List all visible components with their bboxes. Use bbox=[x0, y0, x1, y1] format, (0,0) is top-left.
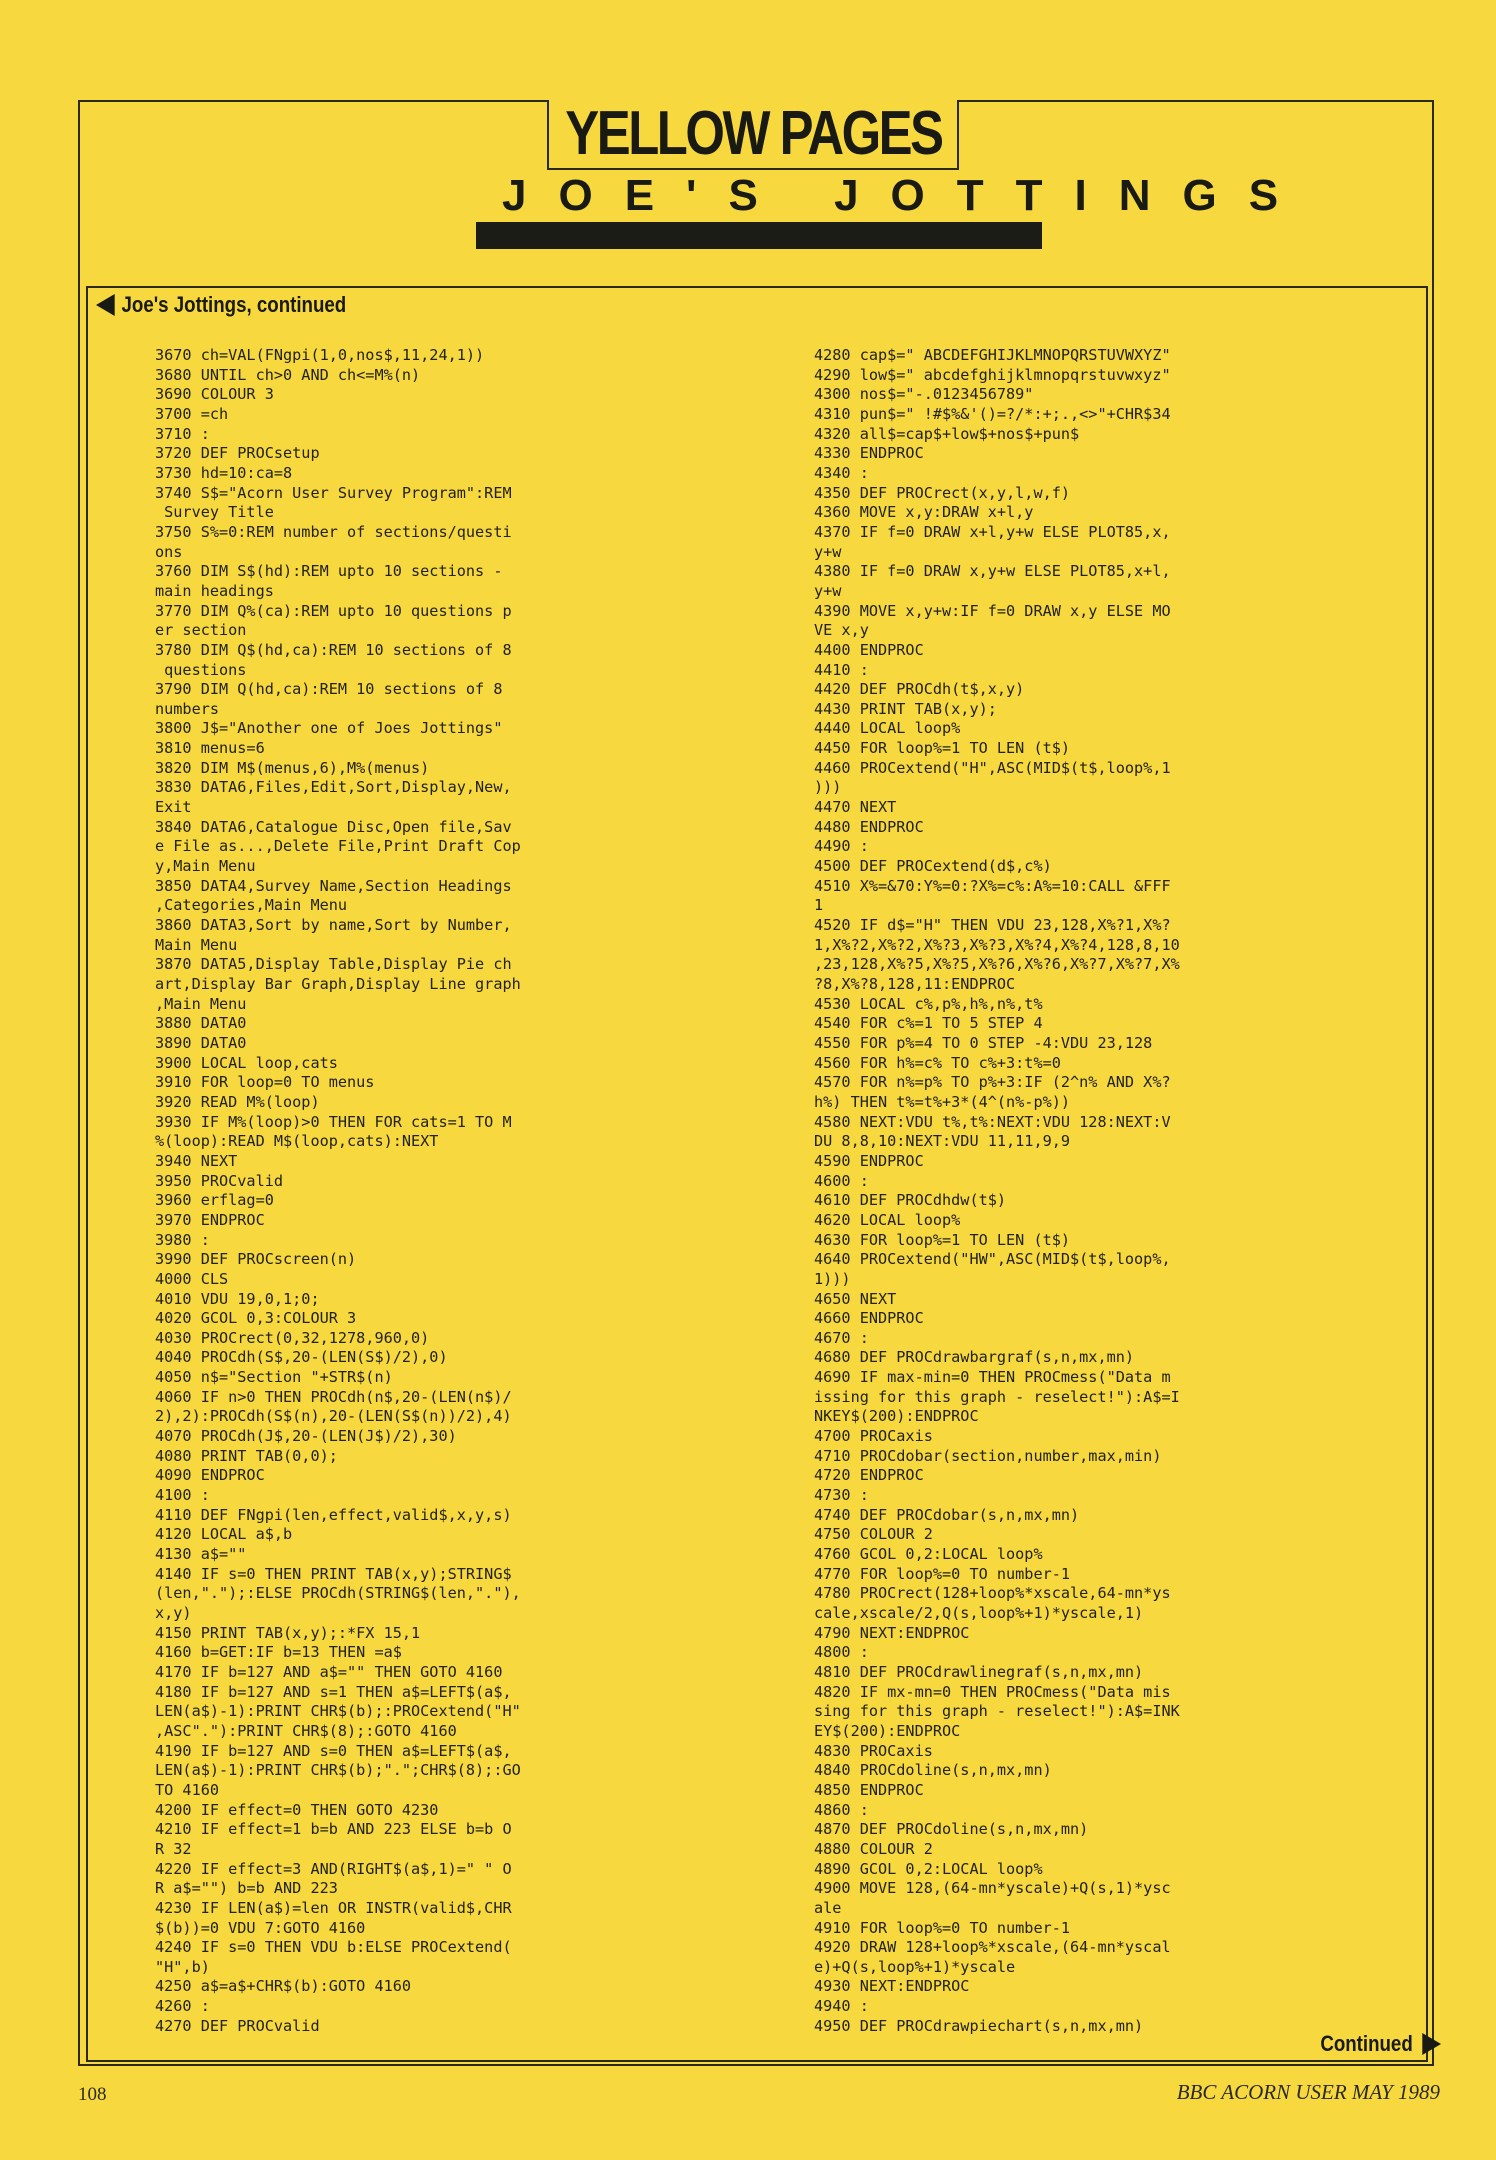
code-line: 4800 : bbox=[814, 1643, 869, 1662]
code-line: ?8,X%?8,128,11:ENDPROC bbox=[814, 975, 1016, 993]
arrow-right-icon bbox=[1422, 2033, 1441, 2055]
code-line: 4150 PRINT TAB(x,y);:*FX 15,1 bbox=[155, 1623, 421, 1642]
code-line: main headings bbox=[155, 581, 274, 600]
code-line: cale,xscale/2,Q(s,loop%+1)*yscale,1) bbox=[814, 1604, 1144, 1622]
code-line: 4660 ENDPROC bbox=[814, 1309, 924, 1328]
code-line: x,y) bbox=[155, 1604, 192, 1622]
listing-left-column bbox=[155, 346, 521, 2036]
code-line: EY$(200):ENDPROC bbox=[814, 1721, 961, 1740]
listing-right-column bbox=[814, 346, 1180, 2036]
code-line: 4300 nos$="-.0123456789" bbox=[814, 385, 1034, 404]
code-line: 4210 IF effect=1 b=b AND 223 ELSE b=b O bbox=[155, 1820, 512, 1839]
code-line: 4290 low$=" abcdefghijklmnopqrstuvwxyz" bbox=[814, 365, 1171, 384]
code-line: 4810 DEF PROCdrawlinegraf(s,n,mx,mn) bbox=[814, 1662, 1144, 1681]
code-line: 4610 DEF PROCdhdw(t$) bbox=[814, 1191, 1007, 1210]
code-line: 4220 IF effect=3 AND(RIGHT$(a$,1)=" " O bbox=[155, 1859, 512, 1878]
code-line: 3950 PROCvalid bbox=[155, 1171, 284, 1190]
continued-from-label bbox=[96, 290, 346, 320]
code-line: 4710 PROCdobar(section,number,max,min) bbox=[814, 1446, 1162, 1465]
code-line: 4260 : bbox=[155, 1997, 210, 2016]
code-line: 4700 PROCaxis bbox=[814, 1427, 933, 1446]
code-line: 4120 LOCAL a$,b bbox=[155, 1525, 293, 1544]
code-line: 4080 PRINT TAB(0,0); bbox=[155, 1446, 338, 1465]
code-line: 4200 IF effect=0 THEN GOTO 4230 bbox=[155, 1800, 439, 1819]
code-line: 4440 LOCAL loop% bbox=[814, 719, 961, 738]
code-line: 3850 DATA4,Survey Name,Section Headings bbox=[155, 876, 512, 895]
code-line: 4510 X%=&70:Y%=0:?X%=c%:A%=10:CALL &FFF bbox=[814, 876, 1171, 895]
code-line: 4720 ENDPROC bbox=[814, 1466, 924, 1485]
code-line: 3780 DIM Q$(hd,ca):REM 10 sections of 8 bbox=[155, 640, 512, 659]
code-line: 4760 GCOL 0,2:LOCAL loop% bbox=[814, 1545, 1043, 1564]
code-line: 4540 FOR c%=1 TO 5 STEP 4 bbox=[814, 1014, 1043, 1033]
code-line: y,Main Menu bbox=[155, 857, 256, 876]
code-line: 4030 PROCrect(0,32,1278,960,0) bbox=[155, 1328, 430, 1347]
code-line: 4470 NEXT bbox=[814, 798, 897, 817]
code-line: 4190 IF b=127 AND s=0 THEN a$=LEFT$(a$, bbox=[155, 1741, 512, 1760]
code-line: ,Categories,Main Menu bbox=[155, 896, 348, 915]
code-line: 4040 PROCdh(S$,20-(LEN(S$)/2),0) bbox=[155, 1348, 448, 1367]
code-line: 4570 FOR n%=p% TO p%+3:IF (2^n% AND X%? bbox=[814, 1073, 1171, 1092]
code-line: Exit bbox=[155, 798, 192, 817]
code-line: sing for this graph - reselect!"):A$=INK bbox=[814, 1702, 1180, 1721]
page-number: 108 bbox=[78, 2084, 107, 2105]
code-line: 4140 IF s=0 THEN PRINT TAB(x,y);STRING$ bbox=[155, 1564, 512, 1583]
code-line: 3680 UNTIL ch>0 AND ch<=M%(n) bbox=[155, 365, 421, 384]
code-line: 4730 : bbox=[814, 1486, 869, 1505]
code-line: 4770 FOR loop%=0 TO number-1 bbox=[814, 1564, 1071, 1583]
title-bar bbox=[476, 222, 1042, 249]
magazine-footer: BBC ACORN USER MAY 1989 bbox=[1176, 2080, 1440, 2104]
code-line: 4670 : bbox=[814, 1328, 869, 1347]
arrow-left-icon bbox=[96, 294, 115, 316]
code-line: 3990 DEF PROCscreen(n) bbox=[155, 1250, 357, 1269]
code-line: 4230 IF LEN(a$)=len OR INSTR(valid$,CHR bbox=[155, 1898, 512, 1917]
code-line: 4000 CLS bbox=[155, 1269, 229, 1288]
code-line: 4860 : bbox=[814, 1800, 869, 1819]
code-line: 4930 NEXT:ENDPROC bbox=[814, 1977, 970, 1996]
code-line: 3800 J$="Another one of Joes Jottings" bbox=[155, 719, 503, 738]
code-line: y+w bbox=[814, 542, 842, 561]
code-line: ,ASC"."):PRINT CHR$(8);:GOTO 4160 bbox=[155, 1721, 457, 1740]
code-line: DU 8,8,10:NEXT:VDU 11,11,9,9 bbox=[814, 1132, 1071, 1151]
code-line: 3710 : bbox=[155, 424, 210, 443]
code-line: ,Main Menu bbox=[155, 994, 247, 1013]
code-line: 3980 : bbox=[155, 1230, 210, 1249]
code-line: 3960 erflag=0 bbox=[155, 1191, 274, 1210]
code-line: 4380 IF f=0 DRAW x,y+w ELSE PLOT85,x+l, bbox=[814, 562, 1171, 581]
code-line: LEN(a$)-1):PRINT CHR$(b);:PROCextend("H" bbox=[155, 1702, 521, 1721]
code-line: 3760 DIM S$(hd):REM upto 10 sections - bbox=[155, 562, 503, 581]
code-line: 4410 : bbox=[814, 660, 869, 679]
section-title: YELLOW PAGES bbox=[564, 99, 942, 168]
code-line: "H",b) bbox=[155, 1957, 210, 1976]
code-line: (len,".");:ELSE PROCdh(STRING$(len,"."), bbox=[155, 1584, 521, 1603]
code-line: 4850 ENDPROC bbox=[814, 1780, 924, 1799]
code-line: e)+Q(s,loop%+1)*yscale bbox=[814, 1957, 1016, 1976]
code-line: 3670 ch=VAL(FNgpi(1,0,nos$,11,24,1)) bbox=[155, 346, 485, 364]
code-line: 1))) bbox=[814, 1269, 851, 1288]
code-line: art,Display Bar Graph,Display Line graph bbox=[155, 975, 521, 993]
code-line: 1 bbox=[814, 896, 824, 915]
code-line: 4890 GCOL 0,2:LOCAL loop% bbox=[814, 1859, 1043, 1878]
code-line: 4180 IF b=127 AND s=1 THEN a$=LEFT$(a$, bbox=[155, 1682, 512, 1701]
code-line: 3810 menus=6 bbox=[155, 739, 265, 758]
column-title: JOE'S JOTTINGS bbox=[502, 171, 1311, 220]
continued-to-label bbox=[1304, 2030, 1441, 2058]
code-line: 4400 ENDPROC bbox=[814, 640, 924, 659]
code-line: 4490 : bbox=[814, 837, 869, 856]
code-line: 4430 PRINT TAB(x,y); bbox=[814, 699, 997, 718]
code-line: 3970 ENDPROC bbox=[155, 1210, 265, 1229]
code-line: 4940 : bbox=[814, 1997, 869, 2016]
code-line: 2),2):PROCdh(S$(n),20-(LEN(S$(n))/2),4) bbox=[155, 1407, 512, 1426]
code-line: 4420 DEF PROCdh(t$,x,y) bbox=[814, 680, 1025, 699]
code-line: 4020 GCOL 0,3:COLOUR 3 bbox=[155, 1309, 357, 1328]
code-line: 3890 DATA0 bbox=[155, 1033, 247, 1052]
code-line: 4950 DEF PROCdrawpiechart(s,n,mx,mn) bbox=[814, 2016, 1144, 2035]
code-line: 4780 PROCrect(128+loop%*xscale,64-mn*ys bbox=[814, 1584, 1171, 1603]
code-line: 4090 ENDPROC bbox=[155, 1466, 265, 1485]
code-line: h%) THEN t%=t%+3*(4^(n%-p%)) bbox=[814, 1092, 1071, 1111]
code-line: 4840 PROCdoline(s,n,mx,mn) bbox=[814, 1761, 1052, 1780]
code-line: 4600 : bbox=[814, 1171, 869, 1190]
continued-from-text: Joe's Jottings, continued bbox=[121, 292, 347, 317]
code-line: 4130 a$="" bbox=[155, 1545, 247, 1564]
code-line: 3770 DIM Q%(ca):REM upto 10 questions p bbox=[155, 601, 512, 620]
code-line: 3920 READ M%(loop) bbox=[155, 1092, 320, 1111]
code-line: 4830 PROCaxis bbox=[814, 1741, 933, 1760]
code-line: 4110 DEF FNgpi(len,effect,valid$,x,y,s) bbox=[155, 1505, 512, 1524]
code-line: 4640 PROCextend("HW",ASC(MID$(t$,loop%, bbox=[814, 1250, 1171, 1269]
code-line: 4390 MOVE x,y+w:IF f=0 DRAW x,y ELSE MO bbox=[814, 601, 1171, 620]
code-line: 4820 IF mx-mn=0 THEN PROCmess("Data mis bbox=[814, 1682, 1171, 1701]
code-line: 3700 =ch bbox=[155, 404, 229, 423]
code-line: R a$="") b=b AND 223 bbox=[155, 1879, 338, 1898]
code-line: LEN(a$)-1):PRINT CHR$(b);".";CHR$(8);:GO bbox=[155, 1761, 521, 1780]
code-line: 4160 b=GET:IF b=13 THEN =a$ bbox=[155, 1643, 402, 1662]
code-line: 4450 FOR loop%=1 TO LEN (t$) bbox=[814, 739, 1071, 758]
code-line: Survey Title bbox=[155, 503, 274, 522]
code-line: 3750 S%=0:REM number of sections/questi bbox=[155, 522, 512, 541]
code-line: Main Menu bbox=[155, 935, 238, 954]
continued-to-text: Continued bbox=[1320, 2031, 1413, 2056]
code-line: 4360 MOVE x,y:DRAW x+l,y bbox=[814, 503, 1034, 522]
code-line: 4870 DEF PROCdoline(s,n,mx,mn) bbox=[814, 1820, 1089, 1839]
code-line: 3730 hd=10:ca=8 bbox=[155, 463, 293, 482]
code-line: 4280 cap$=" ABCDEFGHIJKLMNOPQRSTUVWXYZ" bbox=[814, 346, 1171, 364]
code-line: 4050 n$="Section "+STR$(n) bbox=[155, 1368, 393, 1387]
code-line: 4370 IF f=0 DRAW x+l,y+w ELSE PLOT85,x, bbox=[814, 522, 1171, 541]
code-line: 3840 DATA6,Catalogue Disc,Open file,Sav bbox=[155, 817, 512, 836]
code-line: 3900 LOCAL loop,cats bbox=[155, 1053, 338, 1072]
code-line: R 32 bbox=[155, 1839, 192, 1858]
code-line: 4740 DEF PROCdobar(s,n,mx,mn) bbox=[814, 1505, 1080, 1524]
code-line: 4170 IF b=127 AND a$="" THEN GOTO 4160 bbox=[155, 1662, 503, 1681]
code-line: VE x,y bbox=[814, 621, 869, 640]
code-line: e File as...,Delete File,Print Draft Cop bbox=[155, 837, 521, 856]
code-line: 4620 LOCAL loop% bbox=[814, 1210, 961, 1229]
code-line: ons bbox=[155, 542, 183, 561]
code-line: $(b))=0 VDU 7:GOTO 4160 bbox=[155, 1918, 366, 1937]
code-line: 4910 FOR loop%=0 TO number-1 bbox=[814, 1918, 1071, 1937]
code-line: 4520 IF d$="H" THEN VDU 23,128,X%?1,X%? bbox=[814, 916, 1171, 935]
code-line: 3940 NEXT bbox=[155, 1151, 238, 1170]
code-line: 3870 DATA5,Display Table,Display Pie ch bbox=[155, 955, 512, 974]
code-line: 3690 COLOUR 3 bbox=[155, 385, 274, 404]
code-line: 4250 a$=a$+CHR$(b):GOTO 4160 bbox=[155, 1977, 412, 1996]
code-line: 4590 ENDPROC bbox=[814, 1151, 924, 1170]
code-line: y+w bbox=[814, 581, 842, 600]
code-line: ale bbox=[814, 1898, 842, 1917]
code-line: 4480 ENDPROC bbox=[814, 817, 924, 836]
code-line: 4320 all$=cap$+low$+nos$+pun$ bbox=[814, 424, 1080, 443]
code-line: 4330 ENDPROC bbox=[814, 444, 924, 463]
code-line: 3720 DEF PROCsetup bbox=[155, 444, 320, 463]
code-line: 4340 : bbox=[814, 463, 869, 482]
code-line: ,23,128,X%?5,X%?5,X%?6,X%?6,X%?7,X%?7,X% bbox=[814, 955, 1180, 974]
code-line: 4690 IF max-min=0 THEN PROCmess("Data m bbox=[814, 1368, 1171, 1387]
code-line: 4920 DRAW 128+loop%*xscale,(64-mn*yscal bbox=[814, 1938, 1171, 1957]
code-line: 1,X%?2,X%?2,X%?3,X%?3,X%?4,X%?4,128,8,10 bbox=[814, 935, 1180, 954]
code-line: 4680 DEF PROCdrawbargraf(s,n,mx,mn) bbox=[814, 1348, 1135, 1367]
code-line: 4310 pun$=" !#$%&'()=?/*:+;.,<>"+CHR$34 bbox=[814, 404, 1171, 423]
code-line: 3930 IF M%(loop)>0 THEN FOR cats=1 TO M bbox=[155, 1112, 512, 1131]
code-line: numbers bbox=[155, 699, 220, 718]
code-line: 4790 NEXT:ENDPROC bbox=[814, 1623, 970, 1642]
code-line: %(loop):READ M$(loop,cats):NEXT bbox=[155, 1132, 439, 1151]
code-line: 4550 FOR p%=4 TO 0 STEP -4:VDU 23,128 bbox=[814, 1033, 1153, 1052]
code-line: 4580 NEXT:VDU t%,t%:NEXT:VDU 128:NEXT:V bbox=[814, 1112, 1171, 1131]
code-line: 3790 DIM Q(hd,ca):REM 10 sections of 8 bbox=[155, 680, 503, 699]
code-line: TO 4160 bbox=[155, 1780, 220, 1799]
code-line: 4880 COLOUR 2 bbox=[814, 1839, 933, 1858]
code-line: 3830 DATA6,Files,Edit,Sort,Display,New, bbox=[155, 778, 512, 797]
code-line: 4240 IF s=0 THEN VDU b:ELSE PROCextend( bbox=[155, 1938, 512, 1957]
code-line: 3820 DIM M$(menus,6),M%(menus) bbox=[155, 758, 430, 777]
code-line: 4270 DEF PROCvalid bbox=[155, 2016, 320, 2035]
code-line: ))) bbox=[814, 778, 842, 797]
code-line: 3860 DATA3,Sort by name,Sort by Number, bbox=[155, 916, 512, 935]
code-line: 4100 : bbox=[155, 1486, 210, 1505]
code-line: 4350 DEF PROCrect(x,y,l,w,f) bbox=[814, 483, 1071, 502]
code-line: 4460 PROCextend("H",ASC(MID$(t$,loop%,1 bbox=[814, 758, 1171, 777]
code-line: 4900 MOVE 128,(64-mn*yscale)+Q(s,1)*ysc bbox=[814, 1879, 1171, 1898]
code-line: er section bbox=[155, 621, 247, 640]
code-line: 3910 FOR loop=0 TO menus bbox=[155, 1073, 375, 1092]
header-box bbox=[547, 100, 959, 170]
code-line: 3740 S$="Acorn User Survey Program":REM bbox=[155, 483, 512, 502]
code-line: NKEY$(200):ENDPROC bbox=[814, 1407, 979, 1426]
code-line: 4500 DEF PROCextend(d$,c%) bbox=[814, 857, 1052, 876]
code-line: 4560 FOR h%=c% TO c%+3:t%=0 bbox=[814, 1053, 1061, 1072]
code-line: 4010 VDU 19,0,1;0; bbox=[155, 1289, 320, 1308]
code-line: 4750 COLOUR 2 bbox=[814, 1525, 933, 1544]
code-line: 4070 PROCdh(J$,20-(LEN(J$)/2),30) bbox=[155, 1427, 457, 1446]
code-line: 3880 DATA0 bbox=[155, 1014, 247, 1033]
code-line: 4060 IF n>0 THEN PROCdh(n$,20-(LEN(n$)/ bbox=[155, 1387, 512, 1406]
code-line: 4530 LOCAL c%,p%,h%,n%,t% bbox=[814, 994, 1043, 1013]
code-line: issing for this graph - reselect!"):A$=I bbox=[814, 1387, 1180, 1406]
code-line: 4650 NEXT bbox=[814, 1289, 897, 1308]
code-line: questions bbox=[155, 660, 247, 679]
code-line: 4630 FOR loop%=1 TO LEN (t$) bbox=[814, 1230, 1071, 1249]
